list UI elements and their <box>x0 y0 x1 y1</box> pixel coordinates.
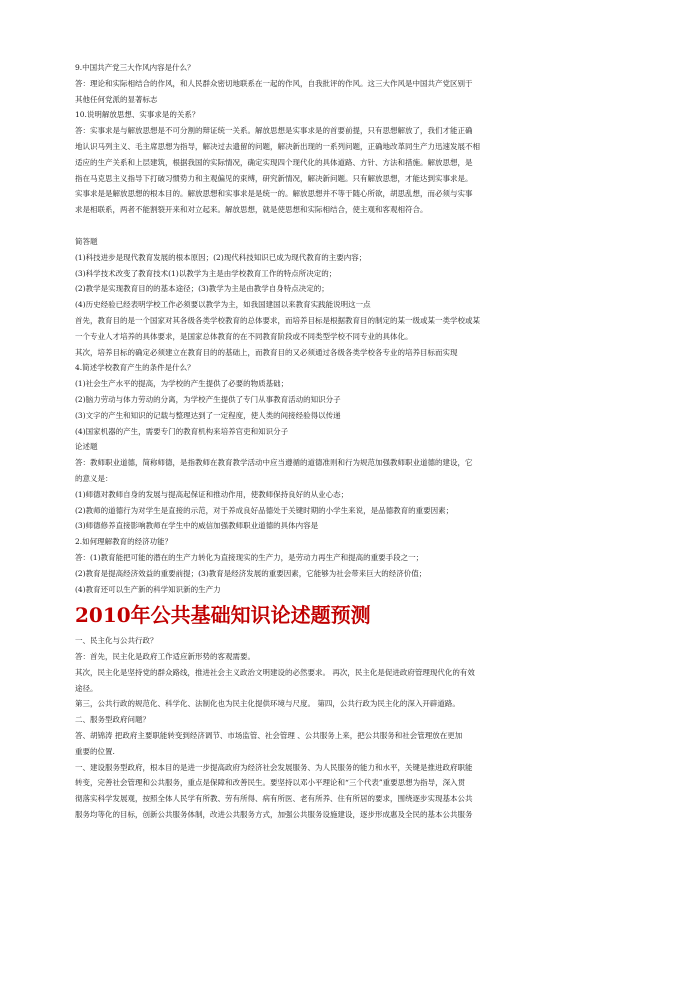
text-line: 2.如何理解教育的经济功能？ <box>75 537 173 547</box>
text-line: 答：实事求是与解放思想是不可分割的辩证统一关系。解放思想是实事求是的首要前提，只有思想解放了，我们才能正确 <box>75 126 473 136</box>
text-line: (1)师德对教师自身的发展与提高起保证和推动作用，使教师保持良好的从业心态； <box>75 489 349 499</box>
text-line: (2)教学是实现教育目的的基本途径；(3)教学为主是由教学自身特点决定的； <box>75 284 329 294</box>
text-line: 一、建设服务型政府，根本目的是进一步提高政府为经济社会发展服务、为人民服务的能力和水平，关键是推进政府职能 <box>75 762 473 772</box>
text-line: (1)社会生产水平的提高，为学校的产生提供了必要的物质基础； <box>75 379 289 389</box>
text-line: (2)教育是提高经济效益的重要前提；(3)教育是经济发展的重要因素，它能够为社会带来巨大的经济价值； <box>75 568 427 578</box>
text-line: 首先，教育目的是一个国家对其各级各类学校教育的总体要求，而培养目标是根据教育目的制定的某一级或某一类学校或某 <box>75 315 480 325</box>
text-line: (2)教师的道德行为对学生是直接的示范，对于养成良好品德处于关键时期的小学生来说，是品德教育的重要因素； <box>75 505 454 515</box>
text-line: 的意义是： <box>75 473 113 483</box>
text-line: 指在马克思主义指导下打破习惯势力和主观偏见的束缚，研究新情况，解决新问题。只有解放思想，才能达到实事求是。 <box>75 173 473 183</box>
text-line: 一个专业人才培养的具体要求，是国家总体教育的在不同教育阶段或不同类型学校不同专业的具体化。 <box>75 331 413 341</box>
section-public-admin <box>75 633 635 823</box>
text-line: 重要的位置. <box>75 746 115 756</box>
section-heading: 论述题 <box>75 442 98 452</box>
text-line: (4)教育还可以生产新的科学知识新的生产力 <box>75 584 221 594</box>
section-education-questions <box>75 234 635 597</box>
text-line: 实事求是是解放思想的根本目的。解放思想和实事求是是统一的。解放思想并不等于随心所欲，胡思乱想，而必须与实事 <box>75 189 473 199</box>
text-line: (3)文字的产生和知识的记载与整理达到了一定程度，使人类的间接经验得以传递 <box>75 410 341 420</box>
text-line: 第三，公共行政的规范化、科学化、法制化也为民主化提供环境与尺度。 第四，公共行政为民主化的深入开辟道路。 <box>75 699 460 709</box>
text-line: 地认识马列主义、毛主席思想为指导，解决过去遗留的问题，解决新出现的一系列问题，正确地改革同生产力迅速发展不相 <box>75 141 480 151</box>
text-line: 一、民主化与公共行政？ <box>75 636 158 646</box>
text-line: 答：理论和实际相结合的作风，和人民群众密切地联系在一起的作风，自我批评的作风。这三大作风是中国共产党区别于 <box>75 78 473 88</box>
text-line: (1)科技进步是现代教育发展的根本原因；(2)现代科技知识已成为现代教育的主要内容； <box>75 252 367 262</box>
section-heading: 简答题 <box>75 236 98 246</box>
text-line: 答、胡锦涛 把政府主要职能转变到经济调节、市场监管、社会管理 、公共服务上来，把公共服务和社会管理放在更加 <box>75 731 463 741</box>
text-line: 适应的生产关系和上层建筑，根据我国的实际情况，确定实现四个现代化的具体道路、方针、方法和措施。解放思想，是 <box>75 157 473 167</box>
text-line: 4.简述学校教育产生的条件是什么？ <box>75 363 195 373</box>
text-line: (4)历史经验已经表明学校工作必须要以教学为主，如我国建国以来教育实践能说明这一点 <box>75 300 371 310</box>
text-line: 转变，完善社会管理和公共服务，重点是保障和改善民生。要坚持以邓小平理论和“三个代表”重要思想为指导，深入贯 <box>75 778 466 788</box>
text-line: 其次，培养目标的确定必须建立在教育目的的基础上，而教育目的又必须通过各级各类学校各专业的培养目标而实现 <box>75 347 458 357</box>
text-line: 二、服务型政府问题？ <box>75 715 150 725</box>
text-line: 途径。 <box>75 683 98 693</box>
text-line: (3)师德修养直接影响教师在学生中的威信加强教师职业道德的具体内容是 <box>75 521 319 531</box>
text-line: 答：(1)教育能把可能的潜在的生产力转化为直接现实的生产力，是劳动力再生产和提高的重要手段之一； <box>75 552 424 562</box>
main-title: 2010年公共基础知识论述题预测 <box>75 603 371 628</box>
text-line: (4)国家机器的产生，需要专门的教育机构来培养官吏和知识分子 <box>75 426 289 436</box>
text-line: 其他任何党派的显著标志 <box>75 94 158 104</box>
document-page <box>75 60 635 823</box>
text-line: 9.中国共产党三大作风内容是什么？ <box>75 63 195 72</box>
text-line: 答：教师职业道德，简称师德，是指教师在教育教学活动中应当遵循的道德准则和行为规范加强教师职业道德的建设，它 <box>75 458 473 468</box>
text-line: 10.说明解放思想、实事求是的关系？ <box>75 110 200 120</box>
text-line: (2)脑力劳动与体力劳动的分离，为学校产生提供了专门从事教育活动的知识分子 <box>75 394 341 404</box>
text-line: 求是相联系，两者不能割裂开来和对立起来。解放思想，就是使思想和实际相结合，使主观和客观相符合。 <box>75 205 428 215</box>
section-party-questions <box>75 60 635 218</box>
text-line: (3)科学技术改变了教育技术(1)以教学为主是由学校教育工作的特点所决定的； <box>75 268 337 278</box>
text-line: 彻落实科学发展观，按照全体人民学有所教、劳有所得、病有所医、老有所养、住有所居的要求，围绕逐步实现基本公共 <box>75 794 473 804</box>
paragraph-gap <box>75 218 635 234</box>
text-line: 答：首先，民主化是政府工作适应新形势的客观需要。 <box>75 652 255 662</box>
text-line: 其次，民主化是坚持党的群众路线，推进社会主义政治文明建设的必然要求。 再次，民主化是促进政府管理现代化的有效 <box>75 667 475 677</box>
text-line: 服务均等化的目标，创新公共服务体制，改进公共服务方式，加强公共服务设施建设，逐步形成惠及全民的基本公共服务 <box>75 810 473 820</box>
